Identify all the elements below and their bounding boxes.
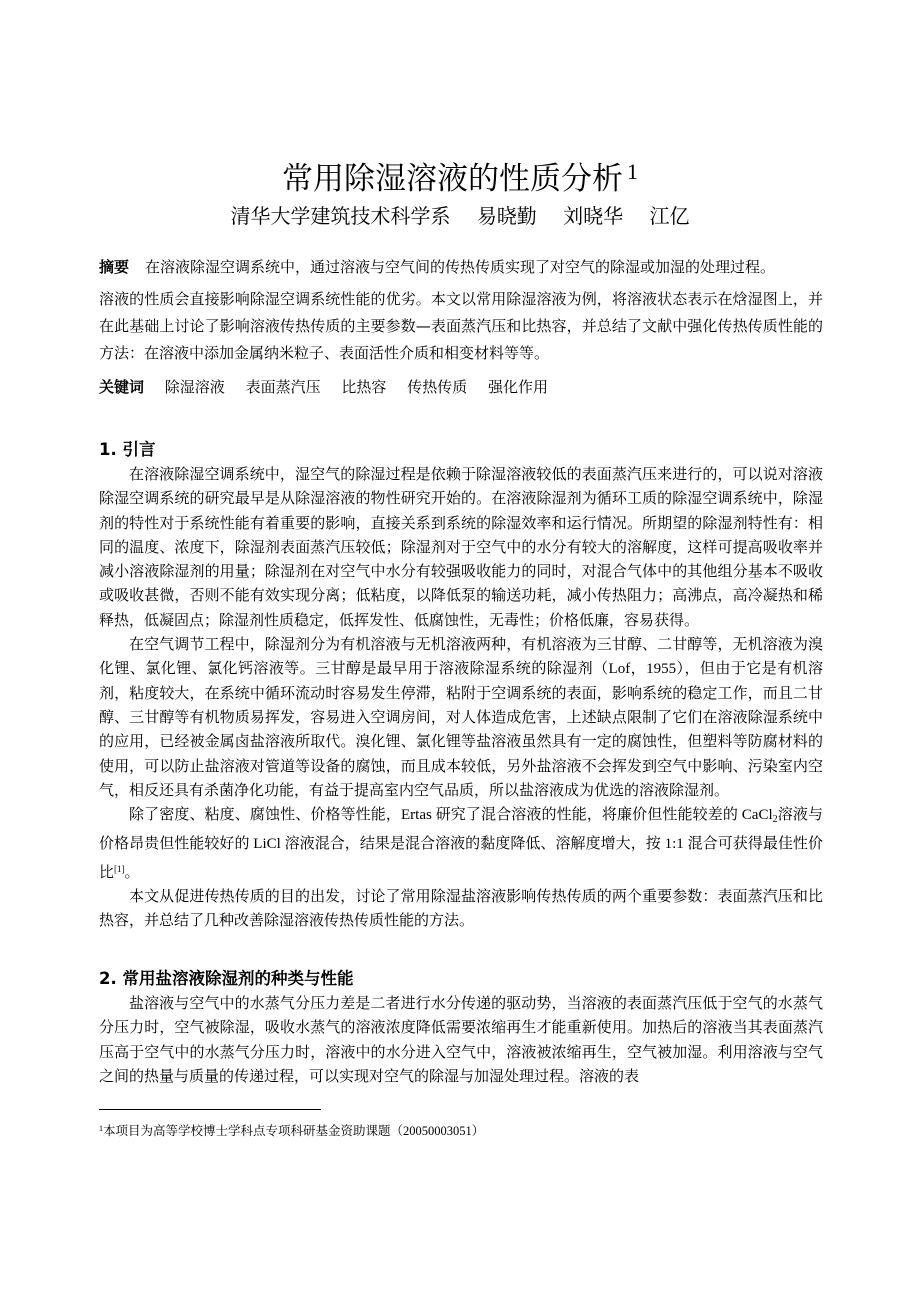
section-1-heading: 1. 引言 xyxy=(99,440,156,459)
keywords-block xyxy=(99,374,823,400)
section-1-paragraph-1: 在溶液除湿空调系统中，湿空气的除湿过程是依赖于除湿溶液较低的表面蒸汽压来进行的，可以说对溶液除湿空调系统的研究最早是从除湿溶液的物性研究开始的。在溶液除湿剂为循环工质的除湿空调系统中，除湿剂的特性对于系统性能有着重要的影响，直接关系到系统的除湿效率和运行情况。所期望的除湿剂特性有：相同的温度、浓度下，除湿剂表面蒸汽压较低；除湿剂对于空气中的水分有较大的溶解度，这样可提高吸收率并减小溶液除湿剂的用量；除湿剂在对空气中水分有较强吸收能力的同时，对混合气体中的其他组分基本不吸收或吸收甚微，否则不能有效实现分离；低粘度，以降低泵的输送功耗，减小传热阻力；高沸点，高冷凝热和稀释热，低凝固点；除湿剂性质稳定，低挥发性、低腐蚀性，无毒性；价格低廉，容易获得。 xyxy=(99,467,823,629)
section-1-paragraph-3 xyxy=(99,803,823,885)
footnote xyxy=(99,1120,823,1140)
author-3: 江亿 xyxy=(649,204,690,228)
p3-text-c: 。 xyxy=(124,864,140,881)
citation-ref-1[interactable]: [1] xyxy=(114,863,125,874)
keyword-1: 除湿溶液 xyxy=(164,378,225,396)
abstract-block xyxy=(99,254,823,367)
affiliation: 清华大学建筑技术科学系 xyxy=(230,204,451,228)
abstract-label: 摘要 xyxy=(99,258,130,276)
p3-text-b: 溶液与价格昂贵但性能较好的 LiCl 溶液混合，结果是混合溶液的黏度降低、溶解度增大，按 1:1 混合可获得最佳性价比 xyxy=(99,807,823,881)
section-desiccant-types xyxy=(99,966,823,1089)
footnote-text: 本项目为高等学校博士学科点专项科研基金资助课题（20050003051） xyxy=(103,1124,485,1138)
section-introduction xyxy=(99,437,823,934)
abstract-paragraph-1 xyxy=(99,254,823,281)
abstract-text-1: 在溶液除湿空调系统中，通过溶液与空气间的传热传质实现了对空气的除湿或加湿的处理过程。 xyxy=(145,258,776,276)
keyword-4: 传热传质 xyxy=(407,378,468,396)
section-2-paragraph-1: 盐溶液与空气中的水蒸气分压力差是二者进行水分传递的驱动势，当溶液的表面蒸汽压低于空气的水蒸气分压力时，空气被除湿，吸收水蒸气的溶液浓度降低需要浓缩再生才能重新使用。加热后的溶液当其表面蒸汽压高于空气中的水蒸气分压力时，溶液中的水分进入空气中，溶液被浓缩再生，空气被加湿。利用溶液与空气之间的热量与质量的传递过程，可以实现对空气的除湿与加湿处理过程。溶液的表 xyxy=(99,996,823,1085)
keyword-2: 表面蒸汽压 xyxy=(245,378,321,396)
keyword-3: 比热容 xyxy=(341,378,387,396)
footnote-mark: 1 xyxy=(99,1124,103,1133)
section-1-paragraph-2: 在空气调节工程中，除湿剂分为有机溶液与无机溶液两种，有机溶液为三甘醇、二甘醇等，无机溶液为溴化锂、氯化锂、氯化钙溶液等。三甘醇是最早用于溶液除湿系统的除湿剂（Lof，1955），但由于它是有机溶剂，粘度较大，在系统中循环流动时容易发生停滞，粘附于空调系统的表面，影响系统的稳定工作，而且二甘醇、三甘醇等有机物质易挥发，容易进入空调房间，对人体造成危害，上述缺点限制了它们在溶液除湿系统中的应用，已经被金属卤盐溶液所取代。溴化锂、氯化锂等盐溶液虽然具有一定的腐蚀性，但塑料等防腐材料的使用，可以防止盐溶液对管道等设备的腐蚀，而且成本较低，另外盐溶液不会挥发到空气中影响、污染室内空气，相反还具有杀菌净化功能，有益于提高室内空气品质，所以盐溶液成为优选的溶液除湿剂。 xyxy=(99,637,823,799)
p3-text-a: 除了密度、粘度、腐蚀性、价格等性能，Ertas 研究了混合溶液的性能，将廉价但性能较差的 CaCl xyxy=(129,807,773,824)
cacl2-subscript: 2 xyxy=(772,814,778,826)
title-footnote-mark: 1 xyxy=(627,159,638,184)
section-1-paragraph-4: 本文从促进传热传质的目的出发，讨论了常用除湿盐溶液影响传热传质的两个重要参数：表面蒸汽压和比热容，并总结了几种改善除湿溶液传热传质性能的方法。 xyxy=(99,889,823,930)
author-2: 刘晓华 xyxy=(563,204,624,228)
section-2-heading: 2. 常用盐溶液除湿剂的种类与性能 xyxy=(99,969,354,988)
author-line xyxy=(0,200,920,232)
author-1: 易晓勤 xyxy=(476,204,537,228)
title-text: 常用除湿溶液的性质分析 xyxy=(282,161,623,197)
keyword-5: 强化作用 xyxy=(487,378,548,396)
abstract-paragraph-2: 溶液的性质会直接影响除湿空调系统性能的优劣。本文以常用除湿溶液为例，将溶液状态表示在焓湿图上，并在此基础上讨论了影响溶液传热传质的主要参数—表面蒸汽压和比热容，并总结了文献中强化传热传质性能的方法：在溶液中添加金属纳米粒子、表面活性介质和相变材料等等。 xyxy=(99,290,823,362)
footnote-divider xyxy=(99,1109,321,1110)
keywords-label: 关键词 xyxy=(99,378,145,396)
paper-title xyxy=(0,150,920,201)
